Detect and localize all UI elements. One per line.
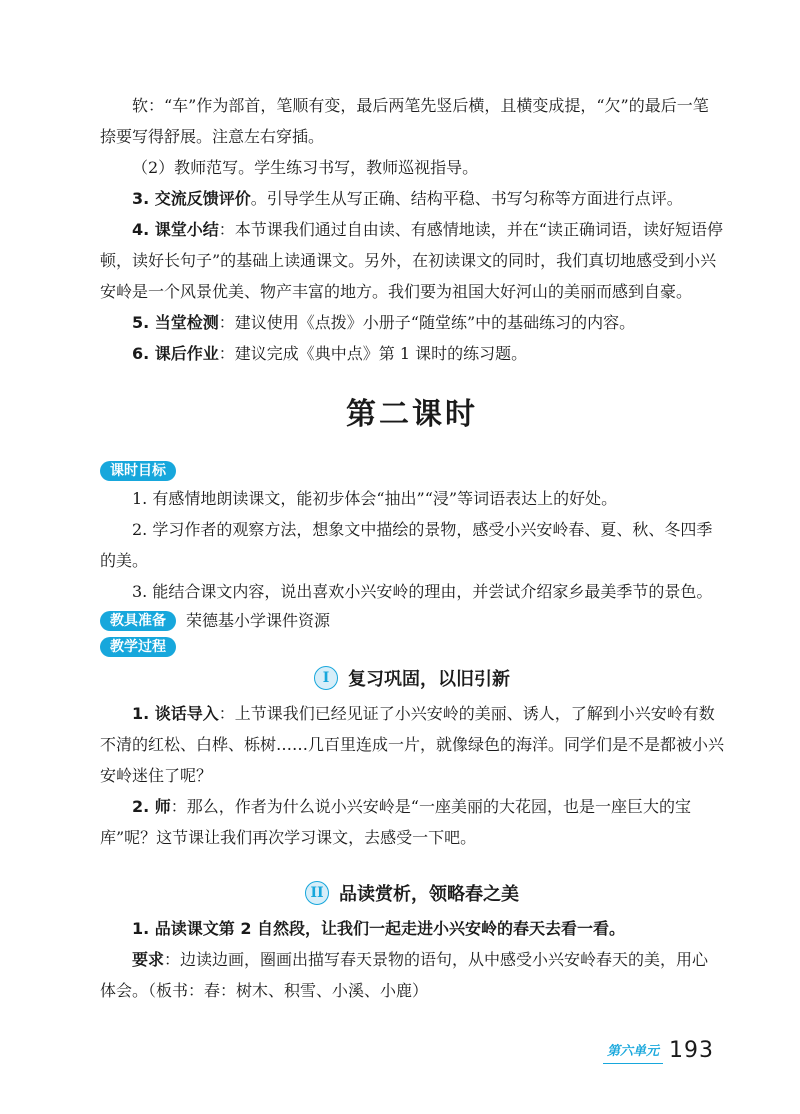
item-text: ：那么，作者为什么说小兴安岭是“一座美丽的大花园，也是一座巨大的宝库”呢？这节课让我们再次学习课文，去感受一下吧。: [100, 796, 691, 847]
prep-text: 荣德基小学课件资源: [186, 610, 331, 630]
item-label: 6. 课后作业: [132, 344, 219, 363]
lesson-title: 第二课时: [346, 397, 478, 432]
roman-numeral-icon: II: [305, 881, 329, 905]
item-feedback: [100, 183, 724, 214]
item-text: ：建议使用《点拨》小册子“随堂练”中的基础练习的内容。: [218, 313, 636, 332]
item-label: 3. 交流反馈评价: [132, 189, 251, 208]
section1-item: [100, 791, 724, 853]
item-label: 4. 课堂小结: [132, 220, 219, 239]
item-summary: [100, 214, 724, 307]
item-homework: [100, 338, 724, 369]
item-text: ：边读边画，圈画出描写春天景物的语句，从中感受小兴安岭春天的美，用心体会。（板书：春：树木、积雪、小溪、小鹿）: [100, 949, 709, 1000]
item-text: ：本节课我们通过自由读、有感情地读，并在“读正确词语，读好短语停顿，读好长句子”的基础上读通课文。另外，在初读课文的同时，我们真切地感受到小兴安岭是一个风景优美、物产丰富的地方。我们要为祖国大好河山的美丽而感到自豪。: [100, 220, 723, 301]
section-title: 品读赏析，领略春之美: [339, 883, 519, 905]
process-tag: 教学过程: [100, 637, 176, 657]
section-title: 复习巩固，以旧引新: [348, 668, 510, 690]
item-text: ：上节课我们已经见证了小兴安岭的美丽、诱人，了解到小兴安岭有数不清的红松、白桦、栎树……几百里连成一片，就像绿色的海洋。同学们是不是都被小兴安岭迷住了呢？: [100, 703, 725, 785]
unit-label: 第六单元: [603, 1044, 663, 1064]
item-text: 。引导学生从写正确、结构平稳、书写匀称等方面进行点评。: [250, 189, 683, 208]
item-label: 5. 当堂检测: [132, 313, 219, 332]
goals-tag: 课时目标: [100, 461, 176, 481]
prep-tag: 教具准备: [100, 611, 176, 631]
section2-heading: 1. 品读课文第 2 自然段，让我们一起走进小兴安岭的春天去看一看。: [132, 918, 626, 938]
item-text: ：建议完成《典中点》第 1 课时的练习题。: [218, 344, 528, 363]
goal-item: 2. 学习作者的观察方法，想象文中描绘的景物，感受小兴安岭春、夏、秋、冬四季的美。: [100, 520, 713, 570]
page-number: 193: [669, 1038, 714, 1063]
page-footer: [603, 1030, 714, 1064]
section1-item: [100, 698, 724, 791]
page-content: [100, 90, 724, 1006]
paragraph-teacher-demo: （2）教师范写。学生练习书写，教师巡视指导。: [132, 158, 479, 177]
goal-item: 1. 有感情地朗读课文，能初步体会“抽出”“浸”等词语表达上的好处。: [132, 489, 618, 508]
goals-tag-row: [100, 457, 724, 483]
section-heading-1: [100, 664, 724, 696]
paragraph-writing-note: 软：“车”作为部首，笔顺有变，最后两笔先竖后横，且横变成提，“欠”的最后一笔捺要写得舒展。注意左右穿插。: [100, 96, 709, 146]
item-label: 要求: [132, 949, 165, 969]
goal-item: 3. 能结合课文内容，说出喜欢小兴安岭的理由，并尝试介绍家乡最美季节的景色。: [132, 582, 713, 601]
item-label: 1. 谈话导入: [132, 703, 219, 723]
item-in-class-test: [100, 307, 724, 338]
roman-numeral-icon: I: [314, 666, 338, 690]
item-label: 2. 师: [132, 796, 171, 816]
process-tag-row: [100, 634, 724, 660]
section-heading-2: [100, 879, 724, 911]
section2-requirement: [100, 944, 724, 1006]
prep-tag-row: [100, 607, 724, 634]
